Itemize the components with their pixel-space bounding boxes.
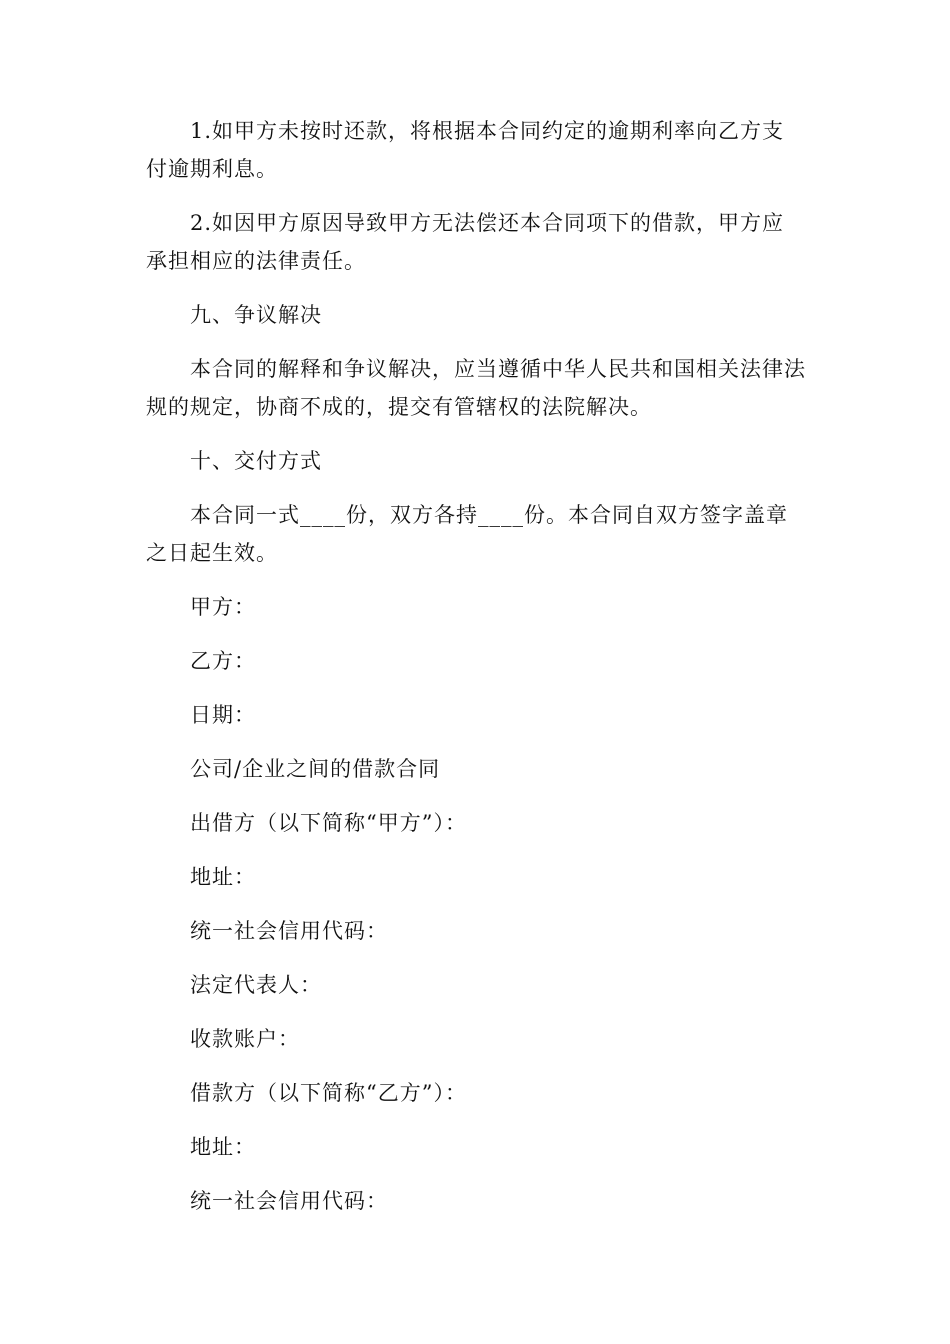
- section-heading-dispute: 九、争议解决: [190, 303, 322, 327]
- borrower-label: 借款方（以下简称“乙方”）：: [190, 1081, 467, 1105]
- signature-party-b: 乙方：: [190, 649, 256, 673]
- borrower-credit-code: 统一社会信用代码：: [190, 1189, 388, 1213]
- lender-label: 出借方（以下简称“甲方”）：: [190, 811, 467, 835]
- section-heading-delivery: 十、交付方式: [190, 449, 322, 473]
- clause-dispute-resolution: 本合同的解释和争议解决，应当遵循中华人民共和国相关法律法规的规定，协商不成的，提交有管辖权的法院解决。: [146, 357, 806, 419]
- lender-credit-code: 统一社会信用代码：: [190, 919, 388, 943]
- signature-date: 日期：: [190, 703, 256, 727]
- lender-account: 收款账户：: [190, 1027, 300, 1051]
- signature-party-a: 甲方：: [190, 595, 256, 619]
- contract-title: 公司/企业之间的借款合同: [190, 757, 441, 781]
- document-page: [146, 112, 806, 1236]
- lender-legal-rep: 法定代表人：: [190, 973, 322, 997]
- clause-late-interest: 1.如甲方未按时还款，将根据本合同约定的逾期利率向乙方支付逾期利息。: [146, 119, 785, 181]
- borrower-address: 地址：: [190, 1135, 256, 1159]
- clause-copies-effective: 本合同一式____份，双方各持____份。本合同自双方签字盖章之日起生效。: [146, 503, 788, 565]
- clause-legal-liability: 2.如因甲方原因导致甲方无法偿还本合同项下的借款，甲方应承担相应的法律责任。: [146, 211, 785, 273]
- lender-address: 地址：: [190, 865, 256, 889]
